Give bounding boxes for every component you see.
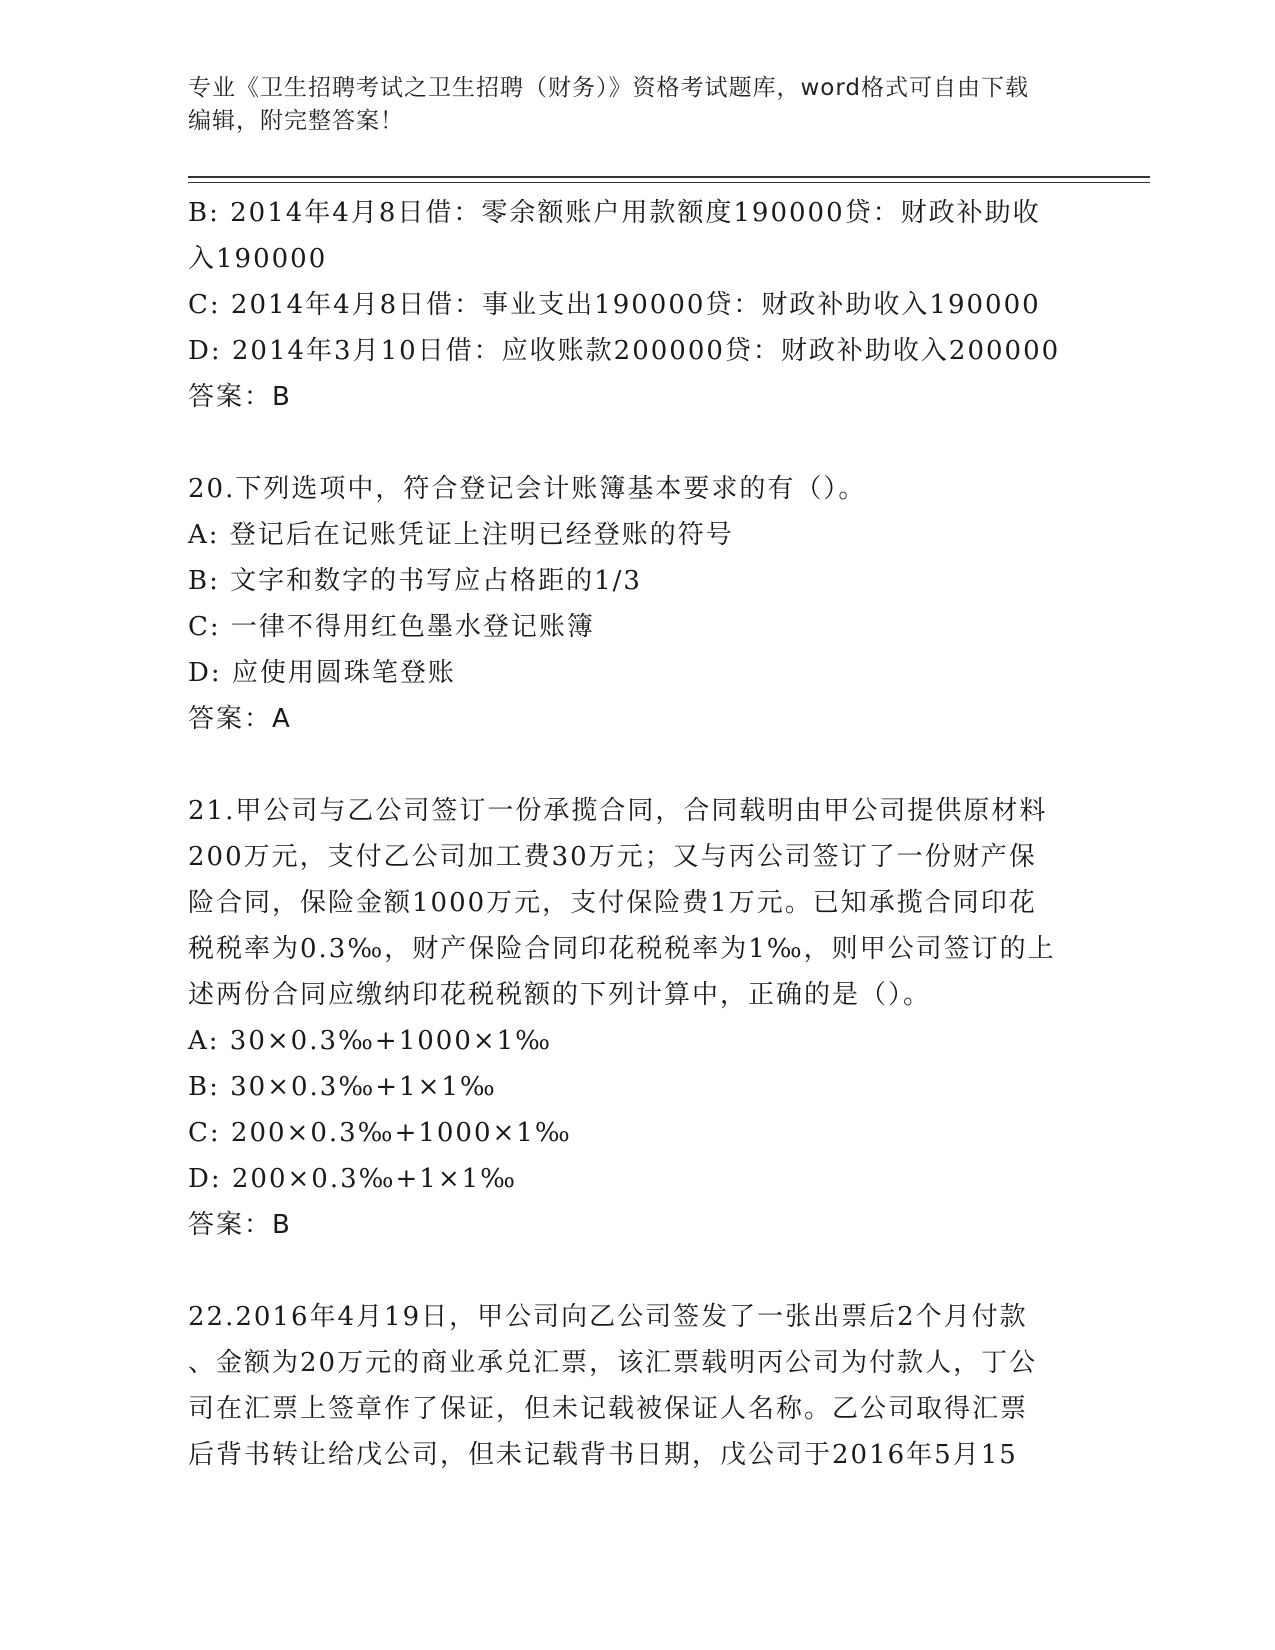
answer: 答案：A — [188, 704, 292, 734]
header-rule-thin — [188, 182, 1150, 183]
option-b-cont: 入190000 — [188, 244, 328, 274]
option-b: B: 文字和数字的书写应占格距的1/3 — [188, 566, 642, 596]
question-text: 司在汇票上签章作了保证，但未记载被保证人名称。乙公司取得汇票 — [188, 1394, 1029, 1424]
header-line-1: 专业《卫生招聘考试之卫生招聘（财务）》资格考试题库，word格式可自由下载 — [188, 75, 1030, 101]
question-text: 21.甲公司与乙公司签订一份承揽合同，合同载明由甲公司提供原材料 — [188, 796, 1048, 826]
document-header — [188, 72, 1068, 138]
question-text: 述两份合同应缴纳印花税税额的下列计算中，正确的是（）。 — [188, 980, 932, 1010]
question-text: 20.下列选项中，符合登记会计账簿基本要求的有（）。 — [188, 474, 867, 504]
answer: 答案：B — [188, 382, 292, 412]
question-text: 税税率为0.3‰，财产保险合同印花税税率为1‰，则甲公司签订的上 — [188, 934, 1056, 964]
question-text: 险合同，保险金额1000万元，支付保险费1万元。已知承揽合同印花 — [188, 888, 1037, 918]
question-text: 22.2016年4月19日，甲公司向乙公司签发了一张出票后2个月付款 — [188, 1302, 1028, 1332]
option-c: C: 200×0.3‰+1000×1‰ — [188, 1118, 572, 1148]
document-body — [188, 190, 1078, 1478]
option-d: D: 应使用圆珠笔登账 — [188, 658, 456, 688]
question-19-tail — [188, 190, 1078, 420]
question-text: 200万元，支付乙公司加工费30万元；又与丙公司签订了一份财产保 — [188, 842, 1037, 872]
option-d: D: 200×0.3‰+1×1‰ — [188, 1164, 518, 1194]
answer: 答案：B — [188, 1210, 292, 1240]
option-a: A: 30×0.3‰+1000×1‰ — [188, 1026, 553, 1056]
option-c: C: 一律不得用红色墨水登记账簿 — [188, 612, 595, 642]
option-a: A: 登记后在记账凭证上注明已经登账的符号 — [188, 520, 734, 550]
question-21 — [188, 788, 1078, 1248]
header-line-2: 编辑，附完整答案！ — [188, 108, 404, 134]
question-22 — [188, 1294, 1078, 1478]
question-text: 后背书转让给戊公司，但未记载背书日期，戊公司于2016年5月15 — [188, 1440, 1018, 1470]
question-20 — [188, 466, 1078, 742]
question-text: 、金额为20万元的商业承兑汇票，该汇票载明丙公司为付款人，丁公 — [188, 1348, 1038, 1378]
option-d: D: 2014年3月10日借：应收账款200000贷：财政补助收入200000 — [188, 336, 1061, 366]
option-b: B: 2014年4月8日借：零余额账户用款额度190000贷：财政补助收 — [188, 198, 1041, 228]
option-b: B: 30×0.3‰+1×1‰ — [188, 1072, 497, 1102]
option-c: C: 2014年4月8日借：事业支出190000贷：财政补助收入190000 — [188, 290, 1041, 320]
header-rule-thick — [188, 176, 1150, 178]
